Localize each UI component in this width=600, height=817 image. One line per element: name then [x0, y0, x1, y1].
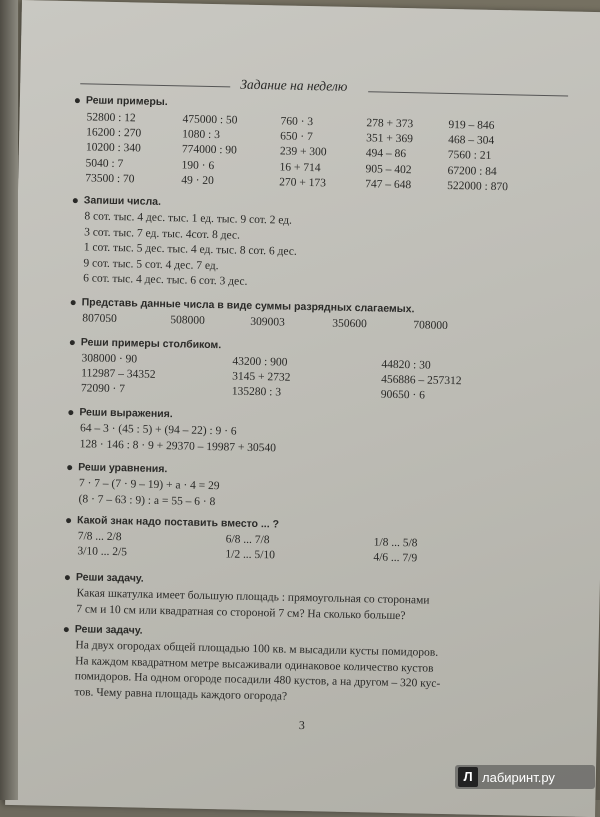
bullet-icon	[73, 198, 78, 203]
example: 650 · 7	[280, 130, 313, 144]
example: 456886 – 257312	[380, 373, 462, 388]
number: 807050	[82, 312, 117, 326]
example: 16 + 714	[279, 161, 321, 174]
number-line: 1 сот. тыс. 5 дес. тыс. 4 ед. тыс. 8 сот. 6 дес.	[83, 241, 297, 258]
labirint-icon: Л	[458, 767, 478, 787]
bullet-icon	[64, 627, 69, 632]
section-write-numbers	[71, 194, 298, 291]
example: 16200 : 270	[86, 126, 142, 140]
number-line: 9 сот. тыс. 5 сот. 4 дес. 7 ед.	[83, 256, 219, 272]
page-number: 3	[298, 717, 306, 733]
column-1	[81, 351, 156, 398]
example: 774000 : 90	[181, 143, 237, 157]
number: 350600	[332, 317, 367, 331]
fraction-pair: 1/8 ... 5/8	[373, 536, 418, 550]
column-3	[373, 535, 417, 566]
example: 135280 : 3	[231, 385, 282, 399]
bullet-icon	[67, 465, 72, 470]
example: 494 – 86	[365, 147, 407, 161]
equations-list	[78, 476, 219, 510]
book-spine-edge	[0, 0, 18, 800]
title-rule-right	[368, 91, 568, 96]
task-text	[76, 586, 430, 624]
section-task-box	[64, 571, 430, 625]
examples-grid	[73, 110, 555, 198]
column-5	[447, 118, 509, 195]
task-line: На двух огородах общей площадью 100 кв. м высадили кусты помидоров.	[75, 639, 439, 659]
equation: 7 · 7 – (7 · 9 – 19) + a · 4 = 29	[78, 477, 220, 493]
bullet-icon	[65, 575, 70, 580]
task-text	[74, 638, 441, 708]
example: 90650 · 6	[380, 389, 426, 402]
task-line: тов. Чему равна площадь каждого огорода?	[74, 685, 288, 703]
expression: 64 – 3 · (45 : 5) + (94 – 22) : 9 · 6	[79, 422, 237, 438]
example: 239 + 300	[279, 145, 327, 159]
number: 309003	[250, 315, 285, 329]
section-task-garden	[62, 623, 441, 708]
column-3	[279, 114, 327, 191]
section-heading	[67, 461, 220, 476]
fraction-pair: 6/8 ... 7/8	[225, 533, 270, 547]
example: 475000 : 50	[182, 113, 238, 127]
section-digit-sums	[70, 296, 551, 337]
column-3	[381, 358, 462, 405]
column-2	[232, 354, 291, 401]
example: 760 · 3	[280, 115, 314, 129]
fractions-grid	[65, 529, 546, 571]
column-1	[85, 110, 142, 187]
heading-text: Реши задачу.	[74, 623, 143, 637]
section-examples	[73, 94, 555, 198]
fraction-pair: 1/2 ... 5/10	[225, 548, 276, 562]
heading-text: Представь данные числа в виде суммы разрядных слагаемых.	[81, 296, 415, 316]
heading-text: Какой знак надо поставить вместо ... ?	[76, 514, 280, 531]
bullet-icon	[66, 518, 71, 523]
number: 708000	[413, 319, 448, 332]
example: 308000 · 90	[81, 352, 138, 366]
example: 67200 : 84	[447, 164, 497, 178]
example: 278 + 373	[366, 117, 414, 131]
section-column-examples	[69, 336, 550, 409]
heading-text: Реши задачу.	[75, 571, 144, 585]
heading-text: Реши примеры столбиком.	[80, 336, 222, 352]
column-2	[225, 532, 275, 563]
workbook-page	[5, 0, 600, 817]
examples-grid	[69, 351, 550, 409]
column-2	[181, 112, 238, 189]
task-line: 7 см и 10 см или квадратная со стороной 7 см? На сколько больше?	[76, 602, 406, 622]
task-line: помидоров. На одном огороде посадили 480 кустов, а на другом – 320 кус-	[74, 670, 441, 690]
task-line: Какая шкатулка имеет большую площадь : прямоугольная со сторонами	[76, 587, 430, 607]
example: 10200 : 340	[85, 141, 141, 155]
expression: 128 · 146 : 8 · 9 + 29370 – 19987 + 30540	[79, 437, 277, 454]
example: 3145 + 2732	[232, 370, 291, 384]
heading-text: Реши уравнения.	[78, 461, 168, 476]
section-equations	[66, 461, 220, 510]
fraction-pair: 7/8 ... 2/8	[77, 530, 122, 544]
task-line: На каждом квадратном метре высаживали одинаковое количество кустов	[75, 654, 434, 675]
example: 72090 · 7	[80, 382, 126, 396]
example: 190 · 6	[181, 158, 215, 172]
bullet-icon	[68, 410, 73, 415]
example: 468 – 304	[448, 134, 495, 148]
example: 1080 : 3	[182, 128, 221, 142]
example: 905 – 402	[365, 162, 412, 176]
example: 5040 : 7	[85, 156, 124, 170]
column-1	[77, 529, 127, 560]
example: 44820 : 30	[381, 358, 431, 372]
bullet-icon	[71, 300, 76, 305]
bullet-icon	[75, 98, 80, 103]
section-expressions	[68, 406, 277, 456]
example: 52800 : 12	[86, 111, 136, 125]
column-4	[365, 116, 413, 193]
fraction-pair: 3/10 ... 2/5	[77, 545, 128, 559]
section-compare-fractions	[65, 514, 546, 571]
fraction-pair: 4/6 ... 7/9	[373, 551, 418, 565]
heading-text: Реши примеры.	[85, 94, 168, 109]
number-line: 3 сот. тыс. 7 ед. тыс. 4сот. 8 дес.	[84, 225, 241, 242]
number: 508000	[170, 314, 205, 327]
heading-text: Реши выражения.	[79, 406, 173, 421]
title-rule-left	[80, 83, 230, 87]
watermark-logo	[455, 765, 595, 789]
equation: (8 · 7 – 63 : 9) : a = 55 – 6 · 8	[78, 492, 216, 508]
section-heading	[68, 406, 277, 422]
example: 919 – 846	[448, 118, 495, 132]
example: 112987 – 34352	[81, 367, 156, 382]
example: 351 + 369	[366, 132, 414, 146]
example: 747 – 648	[365, 178, 412, 192]
example: 270 + 173	[279, 176, 327, 190]
page-title: Задание на неделю	[240, 76, 348, 94]
number-line: 6 сот. тыс. 4 дес. тыс. 6 сот. 3 дес.	[83, 272, 248, 288]
section-heading	[73, 194, 298, 211]
example: 49 · 20	[181, 174, 214, 187]
number-line: 8 сот. тыс. 4 дес. тыс. 1 ед. тыс. 9 сот. 2 ед.	[84, 210, 293, 227]
heading-text: Запиши числа.	[83, 194, 162, 208]
numbers-list	[83, 209, 298, 291]
watermark-text: лабиринт.ру	[482, 769, 555, 785]
example: 73500 : 70	[85, 172, 135, 186]
example: 522000 : 870	[447, 179, 509, 194]
example: 7560 : 21	[447, 149, 492, 163]
expressions-list	[80, 421, 277, 456]
bullet-icon	[70, 340, 75, 345]
example: 43200 : 900	[232, 355, 288, 369]
